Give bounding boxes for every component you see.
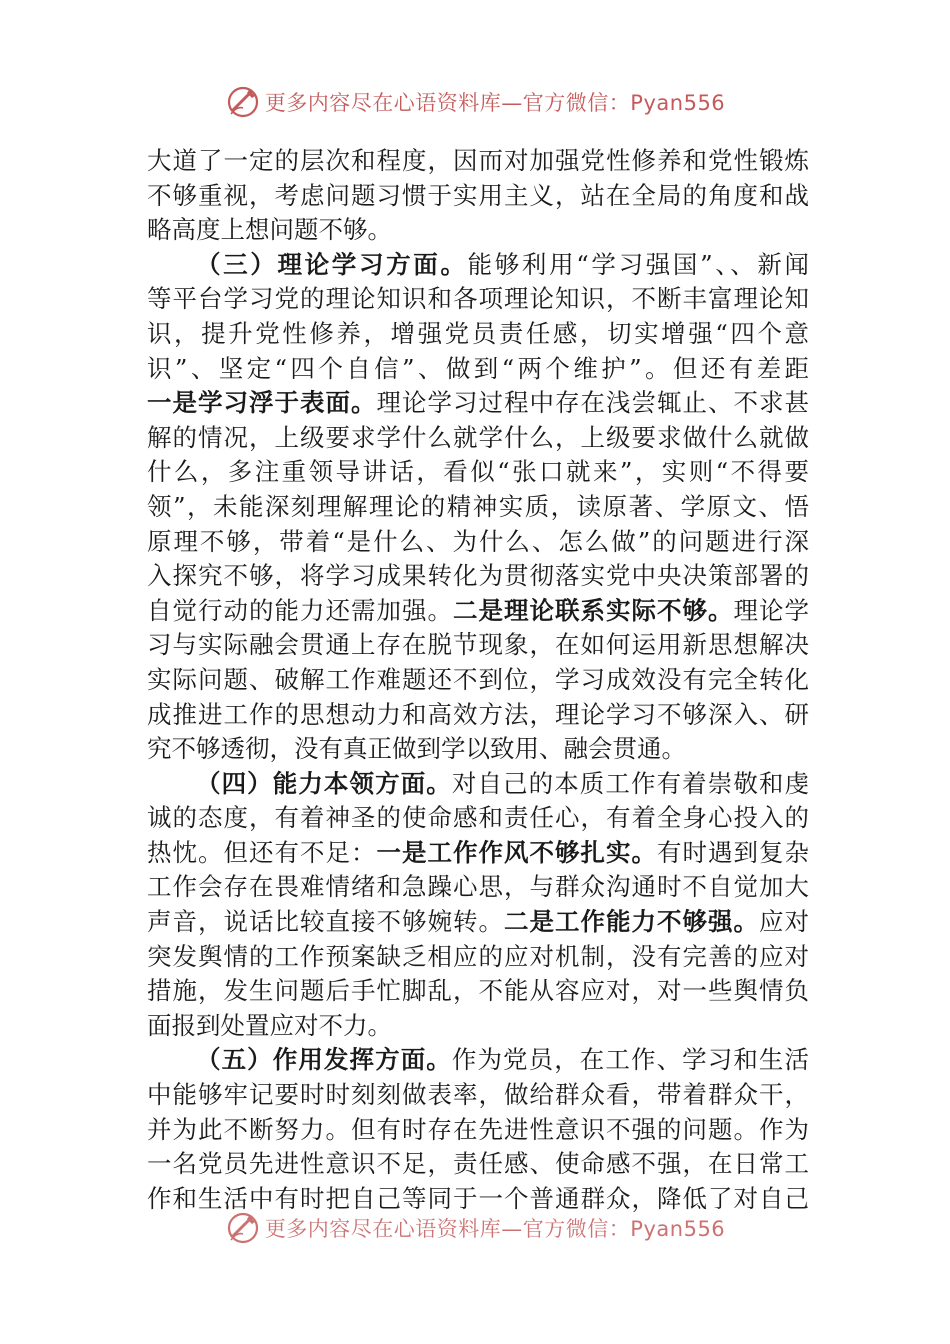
text-segment: 声音，说话比较直接不够婉转。 (147, 907, 504, 937)
text-segment: 略高度上想问题不够。 (147, 215, 392, 245)
text-line (147, 905, 809, 940)
text-line (147, 1078, 809, 1113)
text-line (147, 317, 809, 352)
footer-banner-text: 更多内容尽在心语资料库—官方微信：Pyan556 (264, 1217, 726, 1241)
text-segment: 措施，发生问题后手忙脚乱，不能从容应对，对一些舆情负 (147, 976, 809, 1006)
text-segment: 不够重视，考虑问题习惯于实用主义，站在全局的角度和战 (147, 180, 809, 210)
text-segment: 工作会存在畏难情绪和急躁心思，与群众沟通时不自觉加大 (147, 872, 809, 902)
text-segment: 热忱。但还有不足： (147, 837, 377, 867)
text-segment: 究不够透彻，没有真正做到学以致用、融会贯通。 (147, 734, 686, 764)
text-line (147, 559, 809, 594)
bold-heading-segment: 二是工作能力不够强。 (504, 907, 759, 937)
text-segment: 大道了一定的层次和程度，因而对加强党性修养和党性锻炼 (147, 146, 809, 175)
text-line (147, 698, 809, 733)
text-segment: 诚的态度，有着神圣的使命感和责任心，有着全身心投入的 (147, 803, 809, 833)
text-line (147, 732, 809, 767)
text-line (147, 1009, 809, 1044)
text-line (147, 525, 809, 560)
text-segment: 能够利用“学习强国”、、新闻 (467, 249, 809, 279)
bold-heading-segment: 一是工作作风不够扎实。 (376, 837, 657, 867)
text-segment: 作为党员，在工作、学习和生活 (451, 1045, 810, 1075)
text-segment: 识，提升党性修养，增强党员责任感，切实增强“四个意 (147, 318, 809, 348)
text-segment: 领”，未能深刻理解理论的精神实质，读原著、学原文、悟 (147, 491, 809, 521)
text-segment: 实际问题、破解工作难题还不到位，学习成效没有完全转化 (147, 664, 809, 694)
text-line (147, 940, 809, 975)
text-line (147, 1147, 809, 1182)
bold-heading-segment: （三）理论学习方面。 (196, 249, 468, 279)
text-line (147, 594, 809, 629)
text-line (147, 179, 809, 214)
text-line (147, 490, 809, 525)
text-line (147, 213, 809, 248)
text-segment: 解的情况，上级要求学什么就学什么，上级要求做什么就做 (147, 422, 809, 452)
text-line (147, 1113, 809, 1148)
bold-heading-segment: （四）能力本领方面。 (196, 768, 452, 798)
text-segment: 什么，多注重领导讲话，看似“张口就来”，实则“不得要 (147, 457, 809, 487)
text-line (147, 282, 809, 317)
text-line (147, 352, 809, 387)
bold-heading-segment: （五）作用发挥方面。 (196, 1045, 452, 1075)
text-segment: 成推进工作的思想动力和高效方法，理论学习不够深入、研 (147, 699, 809, 729)
text-segment: 有时遇到复杂 (657, 837, 809, 867)
footer-banner (0, 1208, 950, 1248)
text-segment: 一名党员先进性意识不足，责任感、使命感不强，在日常工 (147, 1149, 809, 1179)
text-line (147, 801, 809, 836)
pen-logo-icon (225, 84, 261, 120)
text-line (147, 386, 809, 421)
text-line (147, 455, 809, 490)
text-segment: 中能够牢记要时时刻刻做表率，做给群众看，带着群众干， (147, 1080, 809, 1110)
text-line (147, 421, 809, 456)
bold-heading-segment: 二是理论联系实际不够。 (453, 595, 734, 625)
text-segment: 原理不够，带着“是什么、为什么、怎么做”的问题进行深 (147, 526, 809, 556)
text-segment: 理论学习过程中存在浅尝辄止、不求甚 (376, 388, 809, 418)
text-segment: 突发舆情的工作预案缺乏相应的应对机制，没有完善的应对 (147, 941, 809, 971)
header-banner (0, 82, 950, 122)
text-segment: 识”、坚定“四个自信”、做到“两个维护”。但还有差距 (147, 353, 809, 383)
text-line (147, 836, 809, 871)
text-segment: 习与实际融会贯通上存在脱节现象，在如何运用新思想解决 (147, 630, 809, 660)
text-segment: 面报到处置应对不力。 (147, 1010, 392, 1040)
document-body (147, 144, 809, 1216)
pen-logo-icon (225, 1210, 261, 1246)
text-segment: 入探究不够，将学习成果转化为贯彻落实党中央决策部署的 (147, 561, 809, 591)
text-segment: 自觉行动的能力还需加强。 (147, 595, 453, 625)
bold-heading-segment: 一是学习浮于表面。 (147, 388, 377, 418)
text-segment: 理论学 (733, 595, 809, 625)
text-line (147, 144, 809, 179)
header-banner-text: 更多内容尽在心语资料库—官方微信：Pyan556 (264, 91, 726, 115)
text-segment: 对自己的本质工作有着崇敬和虔 (451, 768, 810, 798)
text-line (147, 974, 809, 1009)
text-line (147, 663, 809, 698)
text-line (147, 767, 809, 802)
text-line (147, 870, 809, 905)
text-segment: 应对 (759, 907, 809, 937)
text-line (147, 248, 809, 283)
text-line (147, 1043, 809, 1078)
text-segment: 并为此不断努力。但有时存在先进性意识不强的问题。作为 (147, 1114, 809, 1144)
text-segment: 作和生活中有时把自己等同于一个普通群众，降低了对自己 (147, 1183, 809, 1213)
text-segment: 等平台学习党的理论知识和各项理论知识，不断丰富理论知 (147, 284, 809, 314)
text-line (147, 628, 809, 663)
